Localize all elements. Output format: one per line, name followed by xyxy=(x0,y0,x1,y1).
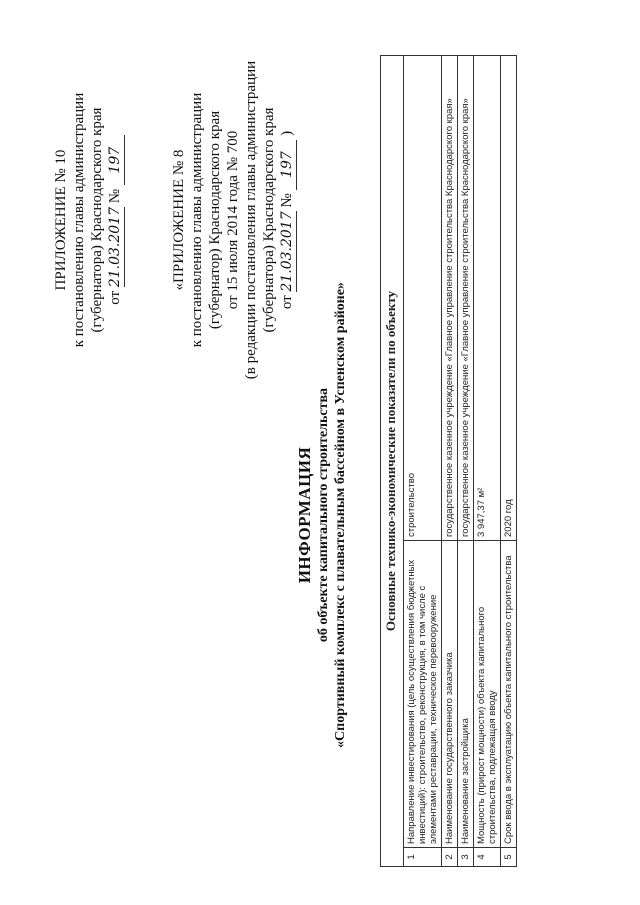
date-prefix: от xyxy=(107,290,123,305)
indicators-table xyxy=(380,55,517,867)
row-number: 4 xyxy=(474,848,501,867)
handwritten-date: 21.03.2017 xyxy=(279,211,295,292)
appendix-10-heading: ПРИЛОЖЕНИЕ № 10 xyxy=(53,149,69,291)
date-prefix: от xyxy=(279,295,295,310)
table-row xyxy=(474,56,501,867)
table-row xyxy=(501,56,517,867)
row-label: Наименование застройщика xyxy=(458,541,474,848)
table-row xyxy=(442,56,458,867)
table-header-row xyxy=(381,56,404,867)
appendix-8-line3: (губернатор) Краснодарского края xyxy=(207,110,223,330)
row-value: 3 947,37 м² xyxy=(474,56,501,541)
row-value: государственное казенное учреждение «Главное управление строительства Краснодарского края» xyxy=(442,56,458,541)
row-label: Направление инвестирования (цель осуществления бюджетных инвестиций): строительство, реконструкция, в том числе с элементами реставрации, техническое перевооружение xyxy=(404,541,442,848)
row-number: 2 xyxy=(442,848,458,867)
row-value: государственное казенное учреждение «Главное управление строительства Краснодарского края» xyxy=(458,56,474,541)
number-prefix: № xyxy=(279,193,295,208)
appendix-8-heading: «ПРИЛОЖЕНИЕ № 8 xyxy=(171,149,187,291)
appendix-8-line6: (губернатора) Краснодарского края xyxy=(261,107,277,333)
row-value: 2020 год xyxy=(501,56,517,541)
closing-paren: ) xyxy=(279,130,295,136)
document-title-block xyxy=(295,245,349,785)
appendix-10-block xyxy=(52,70,125,370)
table-row xyxy=(458,56,474,867)
row-number: 1 xyxy=(404,848,442,867)
document-subtitle: об объекте капитального строительства xyxy=(316,387,331,643)
row-label: Мощность (прирост мощности) объекта капитального строительства, подлежащая вводу xyxy=(474,541,501,848)
table-header: Основные технико-экономические показатели по объекту xyxy=(381,56,404,867)
table-row xyxy=(404,56,442,867)
handwritten-number: 197 xyxy=(278,140,297,190)
document-title: ИНФОРМАЦИЯ xyxy=(295,446,314,584)
object-name: «Спортивный комплекс с плавательным бассейном в Успенском районе» xyxy=(333,282,348,748)
appendix-8-line5: (в редакции постановления главы администрации xyxy=(243,60,259,380)
appendix-8-block xyxy=(170,55,297,385)
appendix-10-date-line xyxy=(106,70,125,370)
row-label: Срок ввода в эксплуатацию объекта капитального строительства xyxy=(501,541,517,848)
row-number: 3 xyxy=(458,848,474,867)
appendix-10-line3: (губернатора) Краснодарского края xyxy=(89,107,105,333)
row-label: Наименование государственного заказчика xyxy=(442,541,458,848)
appendix-8-line4: от 15 июля 2014 года № 700 xyxy=(225,130,241,310)
appendix-8-line2: к постановлению главы администрации xyxy=(189,92,205,348)
handwritten-date: 21.03.2017 xyxy=(107,207,123,288)
row-number: 5 xyxy=(501,848,517,867)
row-value: строительство xyxy=(404,56,442,541)
handwritten-number: 197 xyxy=(106,135,125,185)
appendix-10-line2: к постановлению главы администрации xyxy=(71,92,87,348)
number-prefix: № xyxy=(107,188,123,204)
